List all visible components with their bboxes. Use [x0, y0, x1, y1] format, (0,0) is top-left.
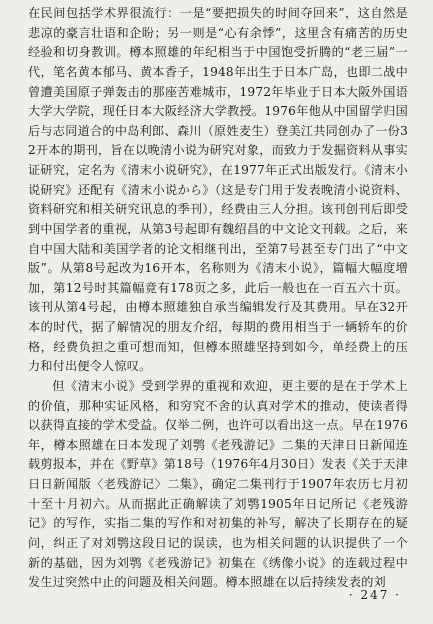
- page-number: · 247 ·: [348, 588, 401, 602]
- body-text: [28, 4, 408, 593]
- paragraph-1: 在民间包括学术界很流行：一是“要把损失的时间夺回来”，这自然是悲凉的豪言壮语和企盼；另一则是“心有余悸”，这里含有痛苦的历史经验和切身教训。樽本照雄的年纪相当于中国饱受折腾的“老三届”一代，笔名黄本郁马、黄本香子，1948年出生于日本广岛，也即二战中曾遭美国原子弹轰击的那座苦难城市，1972年毕业于日本大阪外国语大学大学院，现任日本大阪经济大学教授。1976年他从中国留学归国后与志同道合的中岛利郎、森川（原姓麦生）登美江共同创办了一份32开本的期刊，旨在以晚清小说为研究对象，而致力于发掘资料从事实证研究，定名为《清末小说研究》，在1977年正式出版发行。《清末小说研究》还配有《清末小说から》（这是专门用于发表晚清小说资料、资料研究和相关研究讯息的季刊），经费由三人分担。该刊创刊后即受到中国学者的重视，从第3号起即有魏绍昌的中文论文刊载。之后，来自中国大陆和美国学者的论文相继刊出，至第7号甚至专门出了“中文版”。从第8号起改为16开本，名称则为《清末小说》，篇幅大幅度增加，第12号时其篇幅竟有178页之多，此后一般也在一百五六十页。该刊从第4号起，由樽本照雄独自承当编辑发行及其费用。早在32开本的时代，据了解情况的朋友介绍，每期的费用相当于一辆轿车的价格，经费负担之重可想而知，但樽本照雄坚持到如今，单经费上的压力和付出便令人惊叹。: [28, 6, 408, 374]
- paragraph-2: 但《清末小说》受到学界的重视和欢迎，更主要的是在于学术上的价值，那种实证风格，和穷究不舍的认真对学术的推动，使读者得以获得直接的学术受益。仅举二例，也许可以看出这一点。早在1976年，樽本照雄在日本发现了刘鹗《老残游记》二集的天津日日新闻连载剪报本，并在《野草》第18号（1976年4月30日）发表《关于天津日日新闻版〈老残游记〉二集》，确定二集刊行于1907年农历七月初十至十月初六。从而据此正确解读了刘鹗1905年日记所记《老残游记》的写作，实指二集的写作和对初集的补写，解决了长期存在的疑问，纠正了对刘鹗这段日记的误读，也为相关问题的认识提供了一个新的基础，因为刘鹗《老残游记》初集在《绣像小说》的连载过程中发生过突然中止的问题及相关问题。樽本照雄在以后持续发表的刘: [28, 378, 408, 590]
